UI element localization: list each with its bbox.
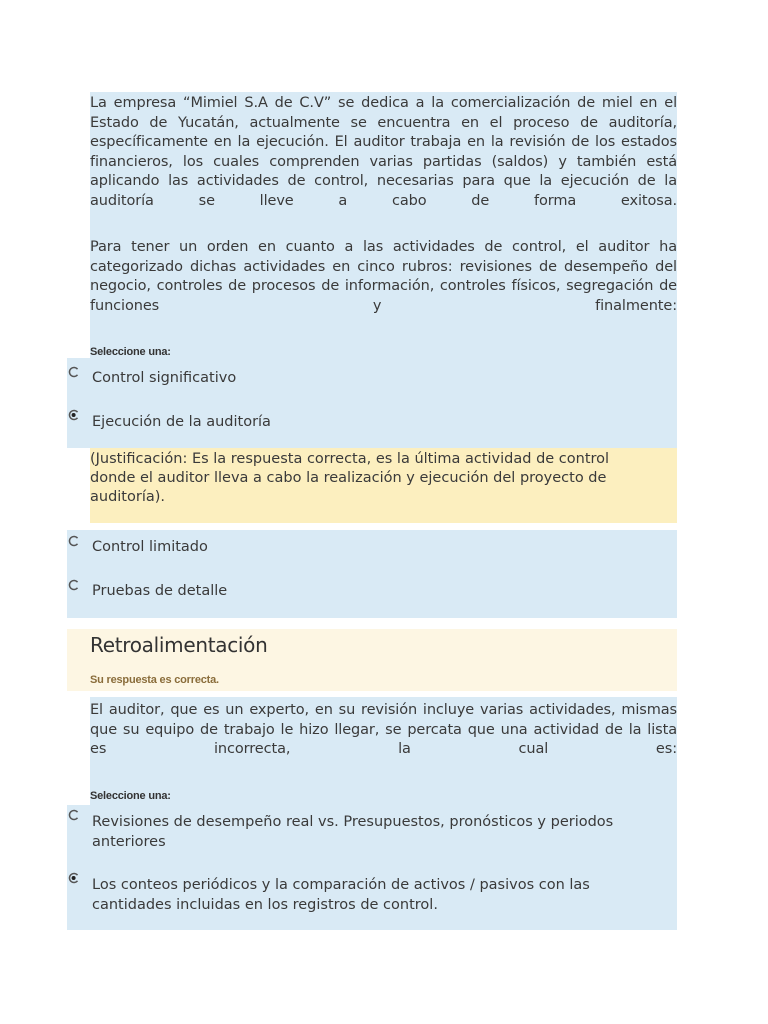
option-revisiones-desempeno[interactable]: Revisiones de desempeño real vs. Presupuestos, pronósticos y periodos anteriores xyxy=(92,814,614,850)
radio-checked-icon[interactable] xyxy=(68,872,80,884)
feedback-title: Retroalimentación xyxy=(90,633,268,657)
question2-paragraph: El auditor, que es un experto, en su revisión incluye varias actividades, mismas que su equipo de trabajo le hizo llegar, se percata que una actividad de la lista es incorrecta, la cual es: xyxy=(90,702,677,757)
option-pruebas-detalle[interactable]: Pruebas de detalle xyxy=(92,583,228,599)
feedback-subtitle: Su respuesta es correcta. xyxy=(90,674,219,686)
select-label-2: Seleccione una: xyxy=(90,790,171,802)
option-conteos-periodicos[interactable]: Los conteos periódicos y la comparación de activos / pasivos con las cantidades incluidas en los registros de control. xyxy=(92,877,590,913)
option-ejecucion-auditoria[interactable]: Ejecución de la auditoría xyxy=(92,414,271,430)
select-label: Seleccione una: xyxy=(90,346,171,358)
question1-paragraph1: La empresa “Mimiel S.A de C.V” se dedica a la comercialización de miel en el Estado de Yucatán, actualmente se encuentra en el proceso de auditoría, específicamente en la ejecución. El auditor trabaja en la revisión de los estados financieros, los cuales comprenden varias partidas (saldos) y también está aplicando las actividades de control, necesarias para que la ejecución de la auditoría se lleve a cabo de forma exitosa. xyxy=(90,95,677,209)
question1-paragraph2: Para tener un orden en cuanto a las actividades de control, el auditor ha categorizado dichas actividades en cinco rubros: revisiones de desempeño del negocio, controles de procesos de información, controles físicos, segregación de funciones y finalmente: xyxy=(90,239,677,314)
justification-text: (Justificación: Es la respuesta correcta, es la última actividad de control donde el auditor lleva a cabo la realización y ejecución del proyecto de auditoría). xyxy=(90,451,610,505)
radio-checked-icon[interactable] xyxy=(68,409,80,421)
radio-unchecked-icon[interactable] xyxy=(68,579,80,591)
radio-unchecked-icon[interactable] xyxy=(68,535,80,547)
option-control-significativo[interactable]: Control significativo xyxy=(92,370,237,386)
option-control-limitado[interactable]: Control limitado xyxy=(92,539,208,555)
radio-unchecked-icon[interactable] xyxy=(68,809,80,821)
radio-unchecked-icon[interactable] xyxy=(68,366,80,378)
